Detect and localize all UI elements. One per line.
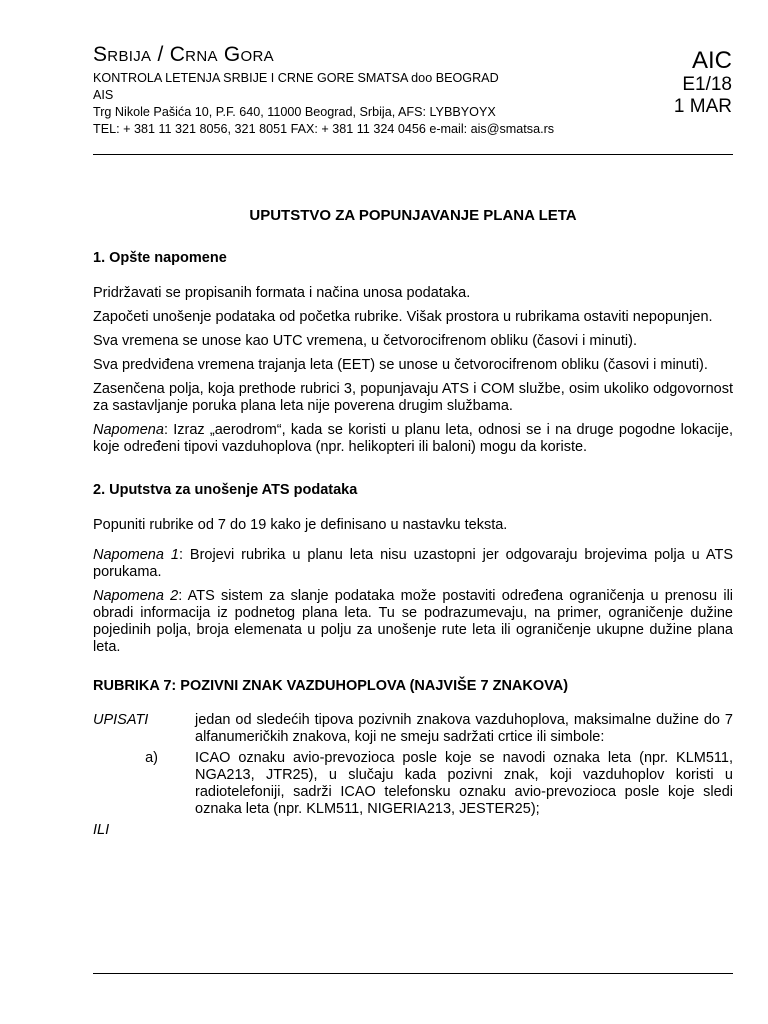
note-text: : Brojevi rubrika u planu leta nisu uzastopni jer odgovaraju brojevima polja u ATS porukama. <box>93 547 733 580</box>
instruction-text: jedan od sledećih tipova pozivnih znakova vazduhoplova, maksimalne dužine do 7 alfanumeričkih znakova, koji ne smeju sadržati crtice ili simbole: <box>195 712 733 745</box>
rubrika-7-heading: RUBRIKA 7: POZIVNI ZNAK VAZDUHOPLOVA (NAJVIŠE 7 ZNAKOVA) <box>93 678 569 694</box>
aic-number: E1/18 <box>682 74 732 95</box>
aic-date: 1 MAR <box>673 96 732 117</box>
option-a-label: a) <box>145 750 158 766</box>
document-title: UPUTSTVO ZA POPUNJAVANJE PLANA LETA <box>249 207 577 224</box>
header-divider <box>93 154 733 155</box>
instruction-label: UPISATI <box>93 712 149 728</box>
organization-address: Trg Nikole Pašića 10, P.F. 640, 11000 Beograd, Srbija, AFS: LYBBYOYX <box>93 105 496 119</box>
section-1-heading: 1. Opšte napomene <box>93 250 227 266</box>
organization-unit: AIS <box>93 88 114 102</box>
footer-divider <box>93 973 733 974</box>
rubrika-7-option-a <box>93 750 733 818</box>
note-label: Napomena 1 <box>93 547 179 563</box>
document-body <box>93 200 733 839</box>
organization-name: KONTROLA LETENJA SRBIJE I CRNE GORE SMATSA doo BEOGRAD <box>93 71 499 85</box>
note-label: Napomena <box>93 422 164 438</box>
section-2-note-1 <box>93 547 733 581</box>
organization-contact: TEL: + 381 11 321 8056, 321 8051 FAX: + 381 11 324 0456 e-mail: ais@smatsa.rs <box>93 122 555 136</box>
note-text: : Izraz „aerodrom“, kada se koristi u planu leta, odnosi se i na druge pogodne lokacije, koje određeni tipovi vazduhoplova (npr. helikopteri ili baloni) mogu da koriste. <box>93 422 733 455</box>
section-2-paragraph: Popuniti rubrike od 7 do 19 kako je definisano u nastavku teksta. <box>93 517 508 533</box>
section-1-note <box>93 422 733 456</box>
section-1-paragraph: Sva vremena se unose kao UTC vremena, u četvorocifrenom obliku (časovi i minuti). <box>93 333 637 349</box>
rubrika-7-instruction <box>93 712 733 746</box>
section-1-paragraph: Sva predviđena vremena trajanja leta (EET) se unose u četvorocifrenom obliku (časovi i minuti). <box>93 357 708 373</box>
document-header <box>93 42 633 138</box>
organization-title: Srbija / Crna Gora <box>93 43 274 66</box>
note-label: Napomena 2 <box>93 588 179 604</box>
section-1-paragraph: Zasenčena polja, koja prethode rubrici 3, popunjavaju ATS i COM službe, osim ukoliko odgovornost za sastavljanje poruka plana leta nije poverena drugim službama. <box>93 381 733 414</box>
section-2-heading: 2. Uputstva za unošenje ATS podataka <box>93 482 358 498</box>
section-2-note-2 <box>93 588 733 656</box>
ili-label: ILI <box>93 822 110 838</box>
aic-block <box>612 48 732 118</box>
option-a-text: ICAO oznaku avio-prevozioca posle koje se navodi oznaka leta (npr. KLM511, NGA213, JTR25), u slučaju kada pozivni znak, koji vazduhoplov koristi u radiotelefoniji, sadrži ICAO telefonsku oznaku avio-prevozioca posle koje sledi oznaka leta (npr. KLM511, NIGERIA213, JESTER25); <box>195 750 733 817</box>
section-1-paragraph: Započeti unošenje podataka od početka rubrike. Višak prostora u rubrikama ostaviti nepopunjen. <box>93 309 713 325</box>
aic-label: AIC <box>691 47 732 74</box>
note-text: : ATS sistem za slanje podataka može postaviti određena ograničenja u prenosu ili obradi informacija iz podnetog plana leta. Tu se podrazumevaju, na primer, ograničenje dužine pojedinih polja, broja elemenata u polju za unošenje rute leta ili ograničenje ukupne dužine plana leta. <box>93 588 734 655</box>
section-1-paragraph: Pridržavati se propisanih formata i načina unosa podataka. <box>93 285 471 301</box>
